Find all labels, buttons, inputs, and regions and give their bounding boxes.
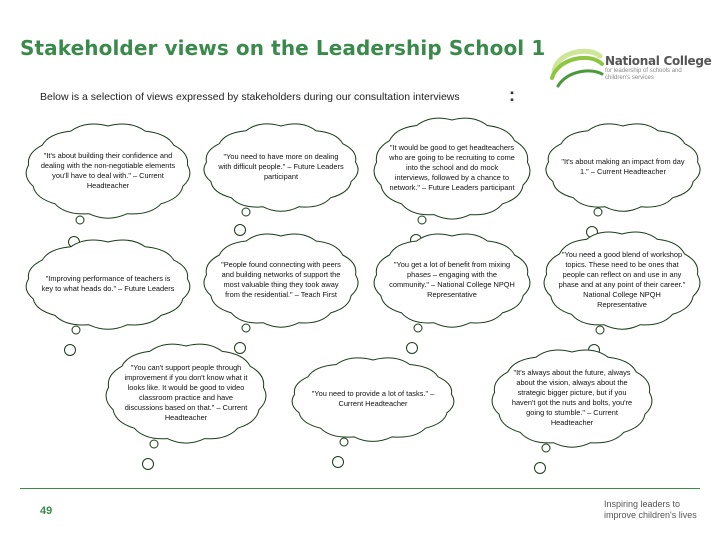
bubble-quote: "You get a lot of benefit from mixing phases – engaging with the community." – National College NPQH Representative (389, 260, 515, 299)
thought-bubble (200, 118, 362, 216)
logo-tagline: for leadership of schools and children's services (605, 68, 682, 81)
bubble-tail-icon (65, 345, 76, 356)
bubble-quote: "It's about building their confidence and dealing with the non-negotiable elements you'll have to deal with." – Current Headteacher (40, 150, 176, 190)
bubble-tail-icon (333, 457, 344, 468)
thought-bubble (288, 352, 458, 446)
slide-title: Stakeholder views on the Leadership School 1 (20, 36, 546, 60)
bubble-quote: "You need to provide a lot of tasks." – Current Headteacher (311, 389, 435, 408)
thought-bubble (200, 228, 362, 332)
national-college-logo (548, 42, 712, 94)
footer-divider (20, 488, 700, 489)
bubble-quote: "You need a good blend of workshop topics. These need to be ones that people can reflect on and use in any phase and at any point of their career." National College NPQH Representative (558, 250, 686, 309)
thought-bubble (370, 228, 534, 332)
bubble-tail-icon (143, 459, 154, 470)
bubble-quote: "You need to have more on dealing with difficult people." – Future Leaders participant (218, 152, 344, 181)
bubble-tail-icon (535, 463, 546, 474)
footer-tagline: Inspiring leaders to improve children's lives (604, 499, 697, 520)
thought-bubble (102, 338, 270, 448)
thought-bubble (370, 112, 534, 224)
bubble-quote: "It would be good to get headteachers who are going to be recruiting to come into the school and do mock interviews, followed by a chance to network." – Future Leaders participant (389, 143, 515, 192)
subtitle-colon: : (509, 85, 515, 105)
page-number: 49 (40, 505, 53, 517)
thought-bubble (22, 234, 194, 334)
thought-bubble (540, 226, 704, 334)
bubble-quote: "You can't support people through improvement if you don't know what it looks like. It would be good to video classroom practice and have discussions based on that." – Current Headteacher (124, 363, 248, 422)
bubble-quote: "It's always about the future, always about the vision, always about the strategic bigger picture, but if you haven't got the nuts and bolts, you're going to stumble." – Current Headteacher (511, 368, 633, 427)
bubble-quote: "It's about making an impact from day 1." – Current Headteacher (561, 157, 685, 176)
bubble-quote: "People found connecting with peers and building networks of support the most valuable thing they took away from the residential." – Teach First (221, 260, 341, 299)
logo-name: National College (605, 54, 712, 68)
thought-bubble (488, 344, 656, 452)
thought-bubble (22, 118, 194, 223)
thought-bubble (542, 118, 704, 216)
bubble-quote: "Improving performance of teachers is key to what heads do." – Future Leaders (41, 274, 175, 293)
logo-swoosh-icon (548, 42, 604, 94)
slide-subtitle: Below is a selection of views expressed by stakeholders during our consultation interviews (40, 91, 460, 103)
